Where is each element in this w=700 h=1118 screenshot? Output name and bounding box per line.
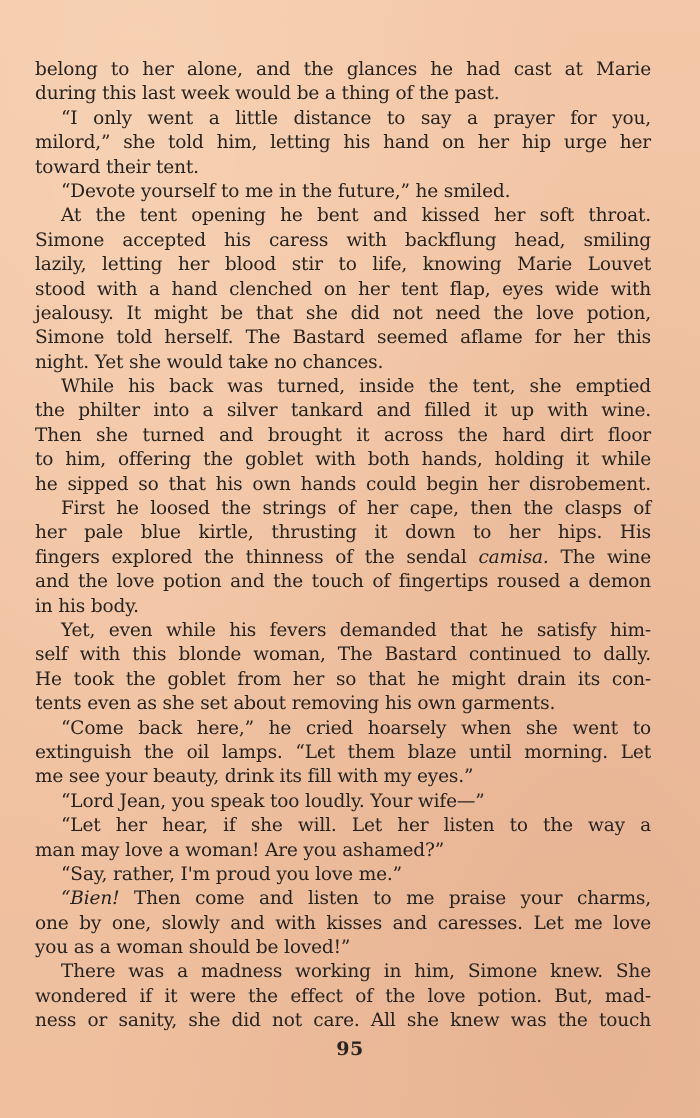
italic-word: “Bien!	[61, 888, 120, 910]
text-line: ness or sanity, she did not care. All she knew was the touch	[35, 1010, 651, 1032]
text-line: the philter into a silver tankard and filled it up with wine.	[35, 400, 651, 422]
text-line: “Lord Jean, you speak too loudly. Your wife—”	[61, 790, 485, 812]
text-line: Simone told herself. The Bastard seemed aflame for her this	[35, 327, 651, 349]
text-line: me see your beauty, drink its fill with my eyes.”	[35, 766, 474, 788]
text-line: There was a madness working in him, Simone knew. She	[61, 961, 651, 983]
text-run: The wine	[548, 546, 652, 568]
text-line: man may love a woman! Are you ashamed?”	[35, 839, 445, 861]
text-line: Yet, even while his fevers demanded that he satisfy him-	[61, 619, 651, 641]
text-run: fingers explored the thinness of the sendal	[35, 546, 467, 568]
text-line: during this last week would be a thing of the past.	[35, 83, 500, 105]
text-run: Then come and listen to me praise your charms,	[133, 888, 652, 910]
text-line: belong to her alone, and the glances he had cast at Marie	[35, 59, 651, 80]
text-line: While his back was turned, inside the tent, she emptied	[61, 376, 651, 398]
text-line: “Devote yourself to me in the future,” he smiled.	[61, 180, 511, 202]
text-line: “Say, rather, I'm proud you love me.”	[61, 863, 402, 885]
text-line: her pale blue kirtle, thrusting it down to her hips. His	[35, 522, 651, 544]
text-line: stood with a hand clenched on her tent flap, eyes wide with	[35, 278, 651, 300]
text-line: in his body.	[35, 595, 139, 617]
text-line: extinguish the oil lamps. “Let them blaze until morning. Let	[35, 741, 651, 763]
body-text	[35, 58, 651, 1034]
text-line: one by one, slowly and with kisses and caresses. Let me love	[35, 912, 651, 934]
text-line	[35, 887, 651, 911]
text-line	[35, 546, 651, 570]
italic-word: camisa.	[478, 546, 549, 568]
page-number: 95	[336, 1038, 364, 1060]
text-line: you as a woman should be loved!”	[35, 937, 351, 959]
text-line: “Let her hear, if she will. Let her listen to the way a	[61, 815, 651, 837]
text-line: Simone accepted his caress with backflung head, smiling	[35, 229, 651, 251]
text-line: wondered if it were the effect of the love potion. But, mad-	[35, 985, 651, 1007]
text-line: First he loosed the strings of her cape, then the clasps of	[61, 498, 651, 520]
text-line: toward their tent.	[35, 156, 199, 178]
text-line: lazily, letting her blood stir to life, knowing Marie Louvet	[35, 254, 651, 276]
text-line: and the love potion and the touch of fingertips roused a demon	[35, 571, 651, 593]
text-line: jealousy. It might be that she did not need the love potion,	[35, 302, 651, 324]
text-line: self with this blonde woman, The Bastard continued to dally.	[35, 644, 651, 666]
text-line: “Come back here,” he cried hoarsely when she went to	[61, 717, 651, 739]
text-line: night. Yet she would take no chances.	[35, 351, 384, 373]
text-line: he sipped so that his own hands could begin her disrobement.	[35, 473, 651, 495]
text-line: He took the goblet from her so that he might drain its con-	[35, 668, 651, 690]
text-line: tents even as she set about removing his own garments.	[35, 693, 556, 715]
text-line: “I only went a little distance to say a prayer for you,	[61, 107, 651, 129]
text-line: to him, offering the goblet with both hands, holding it while	[35, 449, 651, 471]
text-line: milord,” she told him, letting his hand on her hip urge her	[35, 132, 651, 154]
text-line: At the tent opening he bent and kissed her soft throat.	[61, 205, 651, 227]
text-line: Then she turned and brought it across the hard dirt floor	[35, 424, 651, 446]
